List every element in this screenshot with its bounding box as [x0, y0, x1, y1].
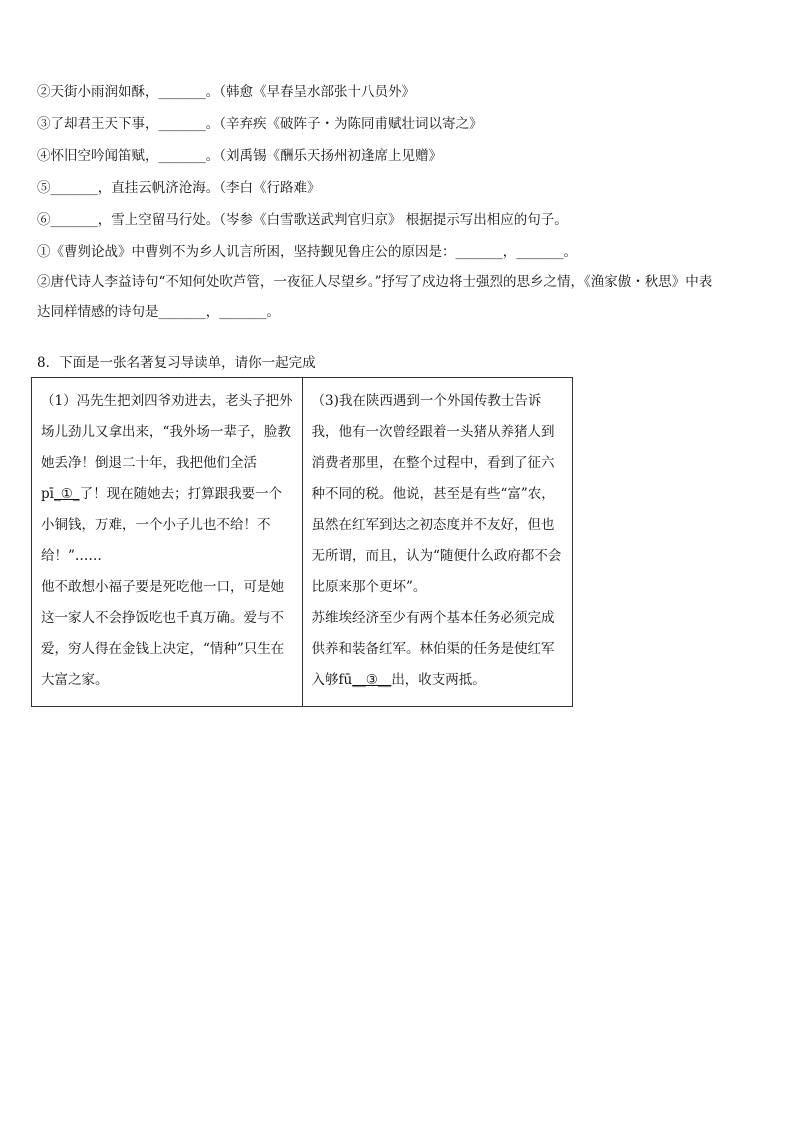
cell-1-text-after-blank: 了！现在随她去；打算跟我要一个小铜钱，万难，一个小子儿也不给！不给！”…… [41, 486, 283, 564]
cell-2-text-before-blank: 苏维埃经济至少有两个基本任务必须完成供养和装备红军。林伯渠的任务是使红军入够fū [311, 610, 555, 688]
cell-2-text-after-blank: 出，收支两抵。 [391, 672, 486, 688]
cell-1-paragraph-1 [41, 386, 296, 572]
cell-1-text-before-blank: （1）冯先生把刘四爷劝进去，老头子把外场儿劲儿又拿出来，“我外场一辈子，脸教她丢净！倒退二十年，我把他们全活pī [41, 393, 293, 502]
cell-1-paragraph-2: 他不敢想小福子要是死吃他一口，可是她这一家人不会挣饭吃也千真万确。爱与不爱，穷人得在金钱上决定，“情种”只生在大富之家。 [41, 579, 285, 688]
blank-1: _①_ [53, 486, 80, 502]
reading-guide-table [31, 377, 573, 707]
prompt-line-2-continued: 达同样情感的诗句是_______，_______。 [37, 304, 280, 320]
poem-line-3: ③了却君王天下事，_______。（辛弃疾《破阵子・为陈同甫赋壮词以寄之》 [37, 116, 483, 132]
prompt-line-2: ②唐代诗人李益诗句“不知何处吹芦管，一夜征人尽望乡。”抒写了戍边将士强烈的思乡之情，《渔家傲・秋思》中表 [37, 274, 713, 290]
prompt-line-1: ①《曹刿论战》中曹刿不为乡人讥言所困，坚持觐见鲁庄公的原因是：_______，_______。 [37, 244, 577, 260]
cell-2-paragraph-2 [312, 603, 567, 696]
blank-3: __③__ [352, 672, 392, 688]
poem-line-2: ②天街小雨润如酥，_______。（韩愈《早春呈水部张十八员外》 [37, 84, 415, 100]
table-row [32, 378, 573, 707]
poem-line-6: ⑥_______，雪上空留马行处。（岑参《白雪歌送武判官归京》 根据提示写出相应的句子。 [37, 212, 568, 228]
guide-cell-2 [302, 378, 573, 707]
cell-2-paragraph-1: （3)我在陕西遇到一个外国传教士告诉我，他有一次曾经跟着一头猪从养猪人到消费者那里，在整个过程中，看到了征六种不同的税。他说，甚至是有些“富”农，虽然在红军到达之初态度并不友好，但也无所谓，而且，认为“随便什么政府都不会比原来那个更坏”。 [311, 393, 562, 595]
question-8-title: 8．下面是一张名著复习导读单，请你一起完成 [37, 355, 316, 371]
guide-cell-1 [32, 378, 303, 707]
poem-line-5: ⑤_______，直挂云帆济沧海。（李白《行路难》 [37, 180, 321, 196]
poem-line-4: ④怀旧空吟闻笛赋，_______。（刘禹锡《酬乐天扬州初逢席上见赠》 [37, 148, 442, 164]
